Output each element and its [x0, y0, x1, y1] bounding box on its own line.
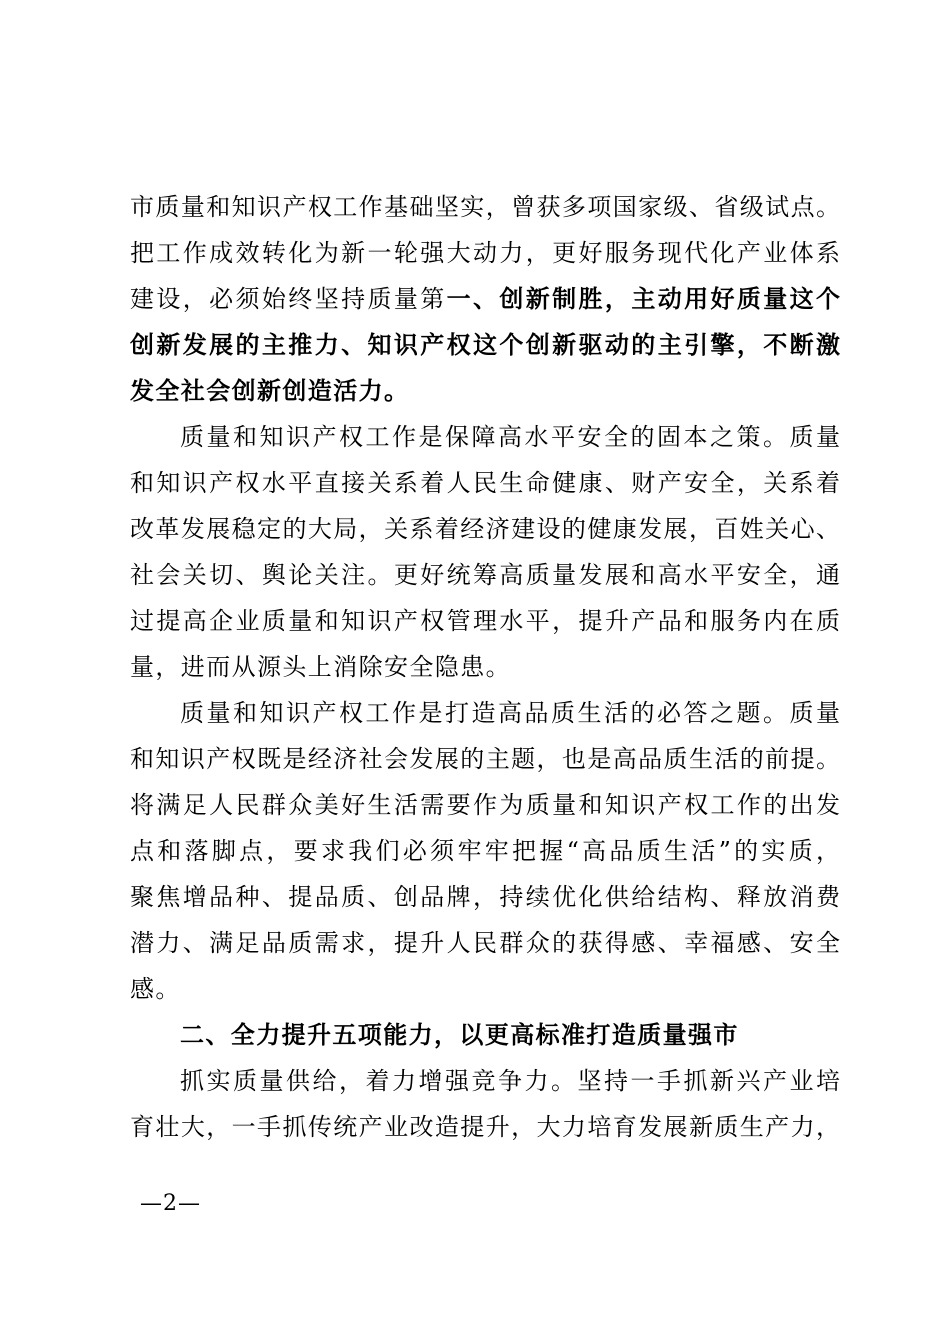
page-number: —2—	[140, 1191, 201, 1216]
text-line: 过提高企业质量和知识产权管理水平，提升产品和服务内在质	[130, 607, 840, 635]
text-line: 育壮大，一手抓传统产业改造提升，大力培育发展新质生产力，	[130, 1113, 840, 1141]
text-line: 市质量和知识产权工作基础坚实，曾获多项国家级、省级试点。	[130, 193, 840, 221]
text-line: 社会关切、舆论关注。更好统筹高质量发展和高水平安全，通	[130, 561, 840, 589]
text-line: 和知识产权既是经济社会发展的主题，也是高品质生活的前提。	[130, 745, 840, 773]
text-line: 量，进而从源头上消除安全隐患。	[130, 653, 511, 681]
text-line: 和知识产权水平直接关系着人民生命健康、财产安全，关系着	[130, 469, 840, 497]
text-line: 改革发展稳定的大局，关系着经济建设的健康发展，百姓关心、	[130, 515, 840, 543]
text-line-bold: 创新发展的主推力、知识产权这个创新驱动的主引擎，不断激	[130, 331, 840, 359]
text-segment-bold: 一、创新制胜，主动用好质量这个	[446, 285, 841, 313]
paragraph-4	[130, 1058, 840, 1150]
document-body	[130, 184, 840, 1150]
text-line: 感。	[130, 975, 181, 1003]
text-line: 抓实质量供给，着力增强竞争力。坚持一手抓新兴产业培	[180, 1067, 840, 1095]
text-line: 质量和知识产权工作是保障高水平安全的固本之策。质量	[180, 423, 840, 451]
text-line: 将满足人民群众美好生活需要作为质量和知识产权工作的出发	[130, 791, 840, 819]
paragraph-2	[130, 414, 840, 690]
paragraph-3	[130, 690, 840, 1012]
text-line: 聚焦增品种、提品质、创品牌，持续优化供给结构、释放消费	[130, 883, 840, 911]
text-line: 潜力、满足品质需求，提升人民群众的获得感、幸福感、安全	[130, 929, 840, 957]
text-line: 点和落脚点，要求我们必须牢牢把握“高品质生活”的实质，	[130, 837, 840, 865]
text-line: 质量和知识产权工作是打造高品质生活的必答之题。质量	[180, 699, 840, 727]
paragraph-1	[130, 184, 840, 414]
text-line-mixed	[130, 276, 840, 322]
text-segment-regular: 建设，必须始终坚持质量第	[130, 285, 447, 313]
section-heading: 二、全力提升五项能力，以更高标准打造质量强市	[180, 1021, 739, 1049]
text-line: 把工作成效转化为新一轮强大动力，更好服务现代化产业体系	[130, 239, 840, 267]
text-line-bold: 发全社会创新创造活力。	[130, 377, 410, 405]
